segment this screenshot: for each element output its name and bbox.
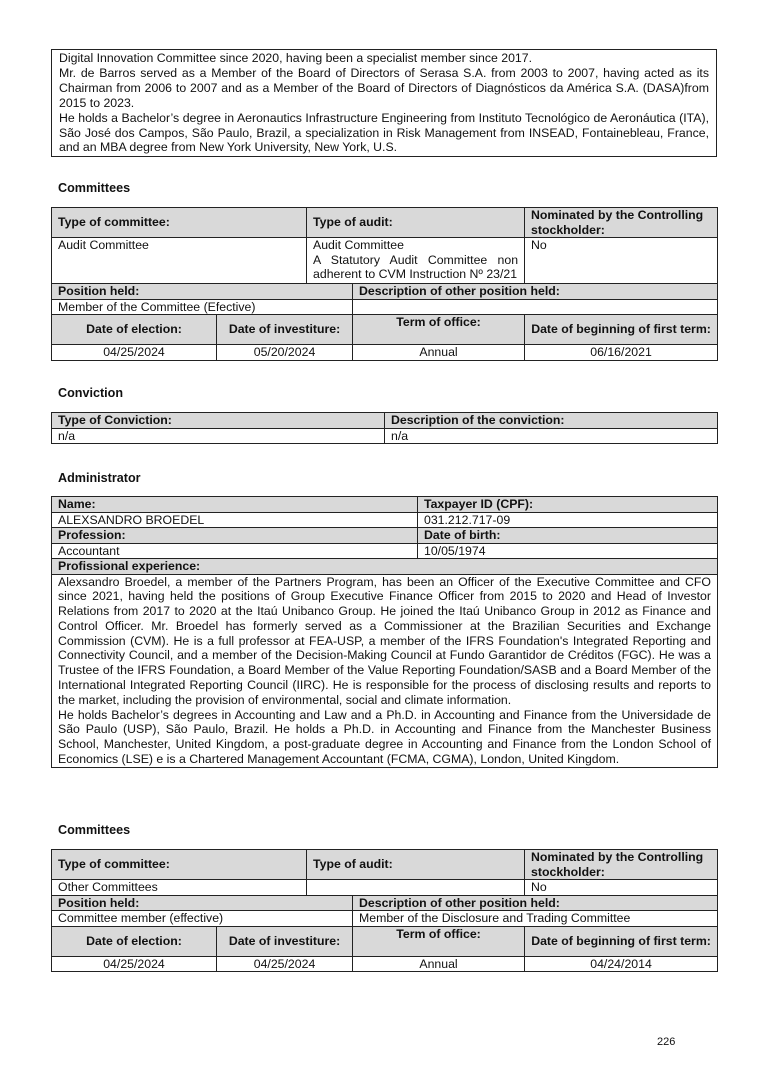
- audit-type-value: [307, 880, 525, 896]
- other-position-label: Description of other position held:: [353, 895, 718, 911]
- type-of-committee-label: Type of committee:: [52, 208, 307, 238]
- first-term-value: 04/24/2014: [525, 956, 718, 972]
- administrator-table: [51, 496, 717, 768]
- election-date-value: 04/25/2024: [52, 956, 217, 972]
- conviction-desc-value: n/a: [385, 428, 718, 444]
- first-term-value: 06/16/2021: [525, 345, 718, 361]
- investiture-date-value: 05/20/2024: [217, 345, 353, 361]
- profession-value: Accountant: [52, 543, 418, 559]
- desc-conviction-label: Description of the conviction:: [385, 413, 718, 429]
- term-value: Annual: [353, 956, 525, 972]
- position-held-label: Position held:: [52, 284, 353, 300]
- page-number: 226: [657, 1036, 676, 1048]
- other-position-label: Description of other position held:: [353, 284, 718, 300]
- intro-paragraph: He holds a Bachelor’s degree in Aeronautics Infrastructure Engineering from Instituto Tecnológico de Aeronáutica (ITA), São José dos Campos, São Paulo, Brazil, a specialization in Risk Management from INSEAD, Fontainebleau, France, and an MBA degree from New York University, New York, U.S.: [59, 110, 709, 155]
- committees-heading-2: Committees: [58, 823, 131, 837]
- profession-label: Profession:: [52, 528, 418, 544]
- audit-type-value: [307, 238, 525, 284]
- committee-type-value: Audit Committee: [52, 238, 307, 284]
- type-of-audit-label: Type of audit:: [307, 850, 525, 880]
- audit-type-detail: A Statutory Audit Committee non adherent to CVM Instruction Nº 23/21: [313, 252, 519, 281]
- position-held-label: Position held:: [52, 895, 353, 911]
- name-label: Name:: [52, 497, 418, 513]
- committee-type-value: Other Committees: [52, 880, 307, 896]
- date-of-election-label: Date of election:: [52, 315, 217, 345]
- position-held-value: Committee member (effective): [52, 911, 353, 927]
- intro-paragraph: Digital Innovation Committee since 2020, having been a specialist member since 2017.: [59, 51, 533, 65]
- experience-label: Profissional experience:: [52, 559, 718, 575]
- type-of-conviction-label: Type of Conviction:: [52, 413, 385, 429]
- date-of-investiture-label: Date of investiture:: [217, 926, 353, 956]
- type-of-audit-label: Type of audit:: [307, 208, 525, 238]
- date-first-term-label: Date of beginning of first term:: [525, 315, 718, 345]
- committee-table-2: [51, 849, 717, 972]
- nominated-value: No: [525, 238, 718, 284]
- date-of-birth-label: Date of birth:: [418, 528, 718, 544]
- term-of-office-label: Term of office:: [353, 926, 525, 956]
- name-value: ALEXSANDRO BROEDEL: [52, 512, 418, 528]
- other-position-value: [353, 299, 718, 315]
- election-date-value: 04/25/2024: [52, 345, 217, 361]
- date-of-election-label: Date of election:: [52, 926, 217, 956]
- conviction-type-value: n/a: [52, 428, 385, 444]
- intro-paragraph: Mr. de Barros served as a Member of the Board of Directors of Serasa S.A. from 2003 to 2007, having acted as its Chairman from 2006 to 2007 and as a Member of the Board of Directors of Diagnósticos da América S.A. (DASA)from 2015 to 2023.: [59, 65, 709, 110]
- intro-bio-box: [51, 49, 717, 157]
- experience-paragraph: Alexsandro Broedel, a member of the Partners Program, has been an Officer of the Executive Committee and CFO since 2021, having held the positions of Group Executive Finance Officer from 2015 to 2020 and Head of Investor Relations from 2017 to 2020 at the Itaú Unibanco Group. He joined the Itaú Unibanco Group in 2012 as Finance and Control Officer. Mr. Broedel has formerly served as a Commissioner at the Brazilian Securities and Exchange Commission (CVM). He is a full professor at FEA-USP, a member of the IFRS Foundation's Integrated Reporting and Connectivity Council, and a member of the Decision-Making Council at Fundo Garantidor de Créditos (FGC). He was a Trustee of the IFRS Foundation, a Board Member of the Value Reporting Foundation/SASB and a Board Member of the International Integrated Reporting Council (IIRC). He is responsible for the process of disclosing results and reports to the market, including the provision of environmental, social and climate information.: [58, 574, 711, 707]
- experience-paragraph: He holds Bachelor’s degrees in Accounting and Law and a Ph.D. in Accounting and Finance from the Universidade de São Paulo (USP), São Paulo, Brazil. He holds a Ph.D. in Accounting and Finance from the Manchester Business School, Manchester, United Kingdom, a post-graduate degree in Accounting and Finance from the London School of Economics (LSE) e is a Chartered Management Accountant (FCMA, CGMA), London, United Kingdom.: [58, 707, 711, 767]
- term-of-office-label: Term of office:: [353, 315, 525, 345]
- investiture-date-value: 04/25/2024: [217, 956, 353, 972]
- committee-table-1: [51, 207, 717, 361]
- other-position-value: Member of the Disclosure and Trading Committee: [353, 911, 718, 927]
- nominated-value: No: [525, 880, 718, 896]
- conviction-table: [51, 412, 717, 444]
- date-first-term-label: Date of beginning of first term:: [525, 926, 718, 956]
- nominated-label: Nominated by the Controlling stockholder:: [525, 208, 718, 238]
- experience-text: [52, 574, 718, 767]
- type-of-committee-label: Type of committee:: [52, 850, 307, 880]
- nominated-label: Nominated by the Controlling stockholder:: [525, 850, 718, 880]
- taxpayer-id-label: Taxpayer ID (CPF):: [418, 497, 718, 513]
- term-value: Annual: [353, 345, 525, 361]
- taxpayer-id-value: 031.212.717-09: [418, 512, 718, 528]
- committees-heading: Committees: [58, 181, 131, 195]
- date-of-investiture-label: Date of investiture:: [217, 315, 353, 345]
- date-of-birth-value: 10/05/1974: [418, 543, 718, 559]
- conviction-heading: Conviction: [58, 386, 124, 400]
- position-held-value: Member of the Committee (Efective): [52, 299, 353, 315]
- administrator-heading: Administrator: [58, 471, 141, 485]
- audit-type-name: Audit Committee: [313, 238, 404, 252]
